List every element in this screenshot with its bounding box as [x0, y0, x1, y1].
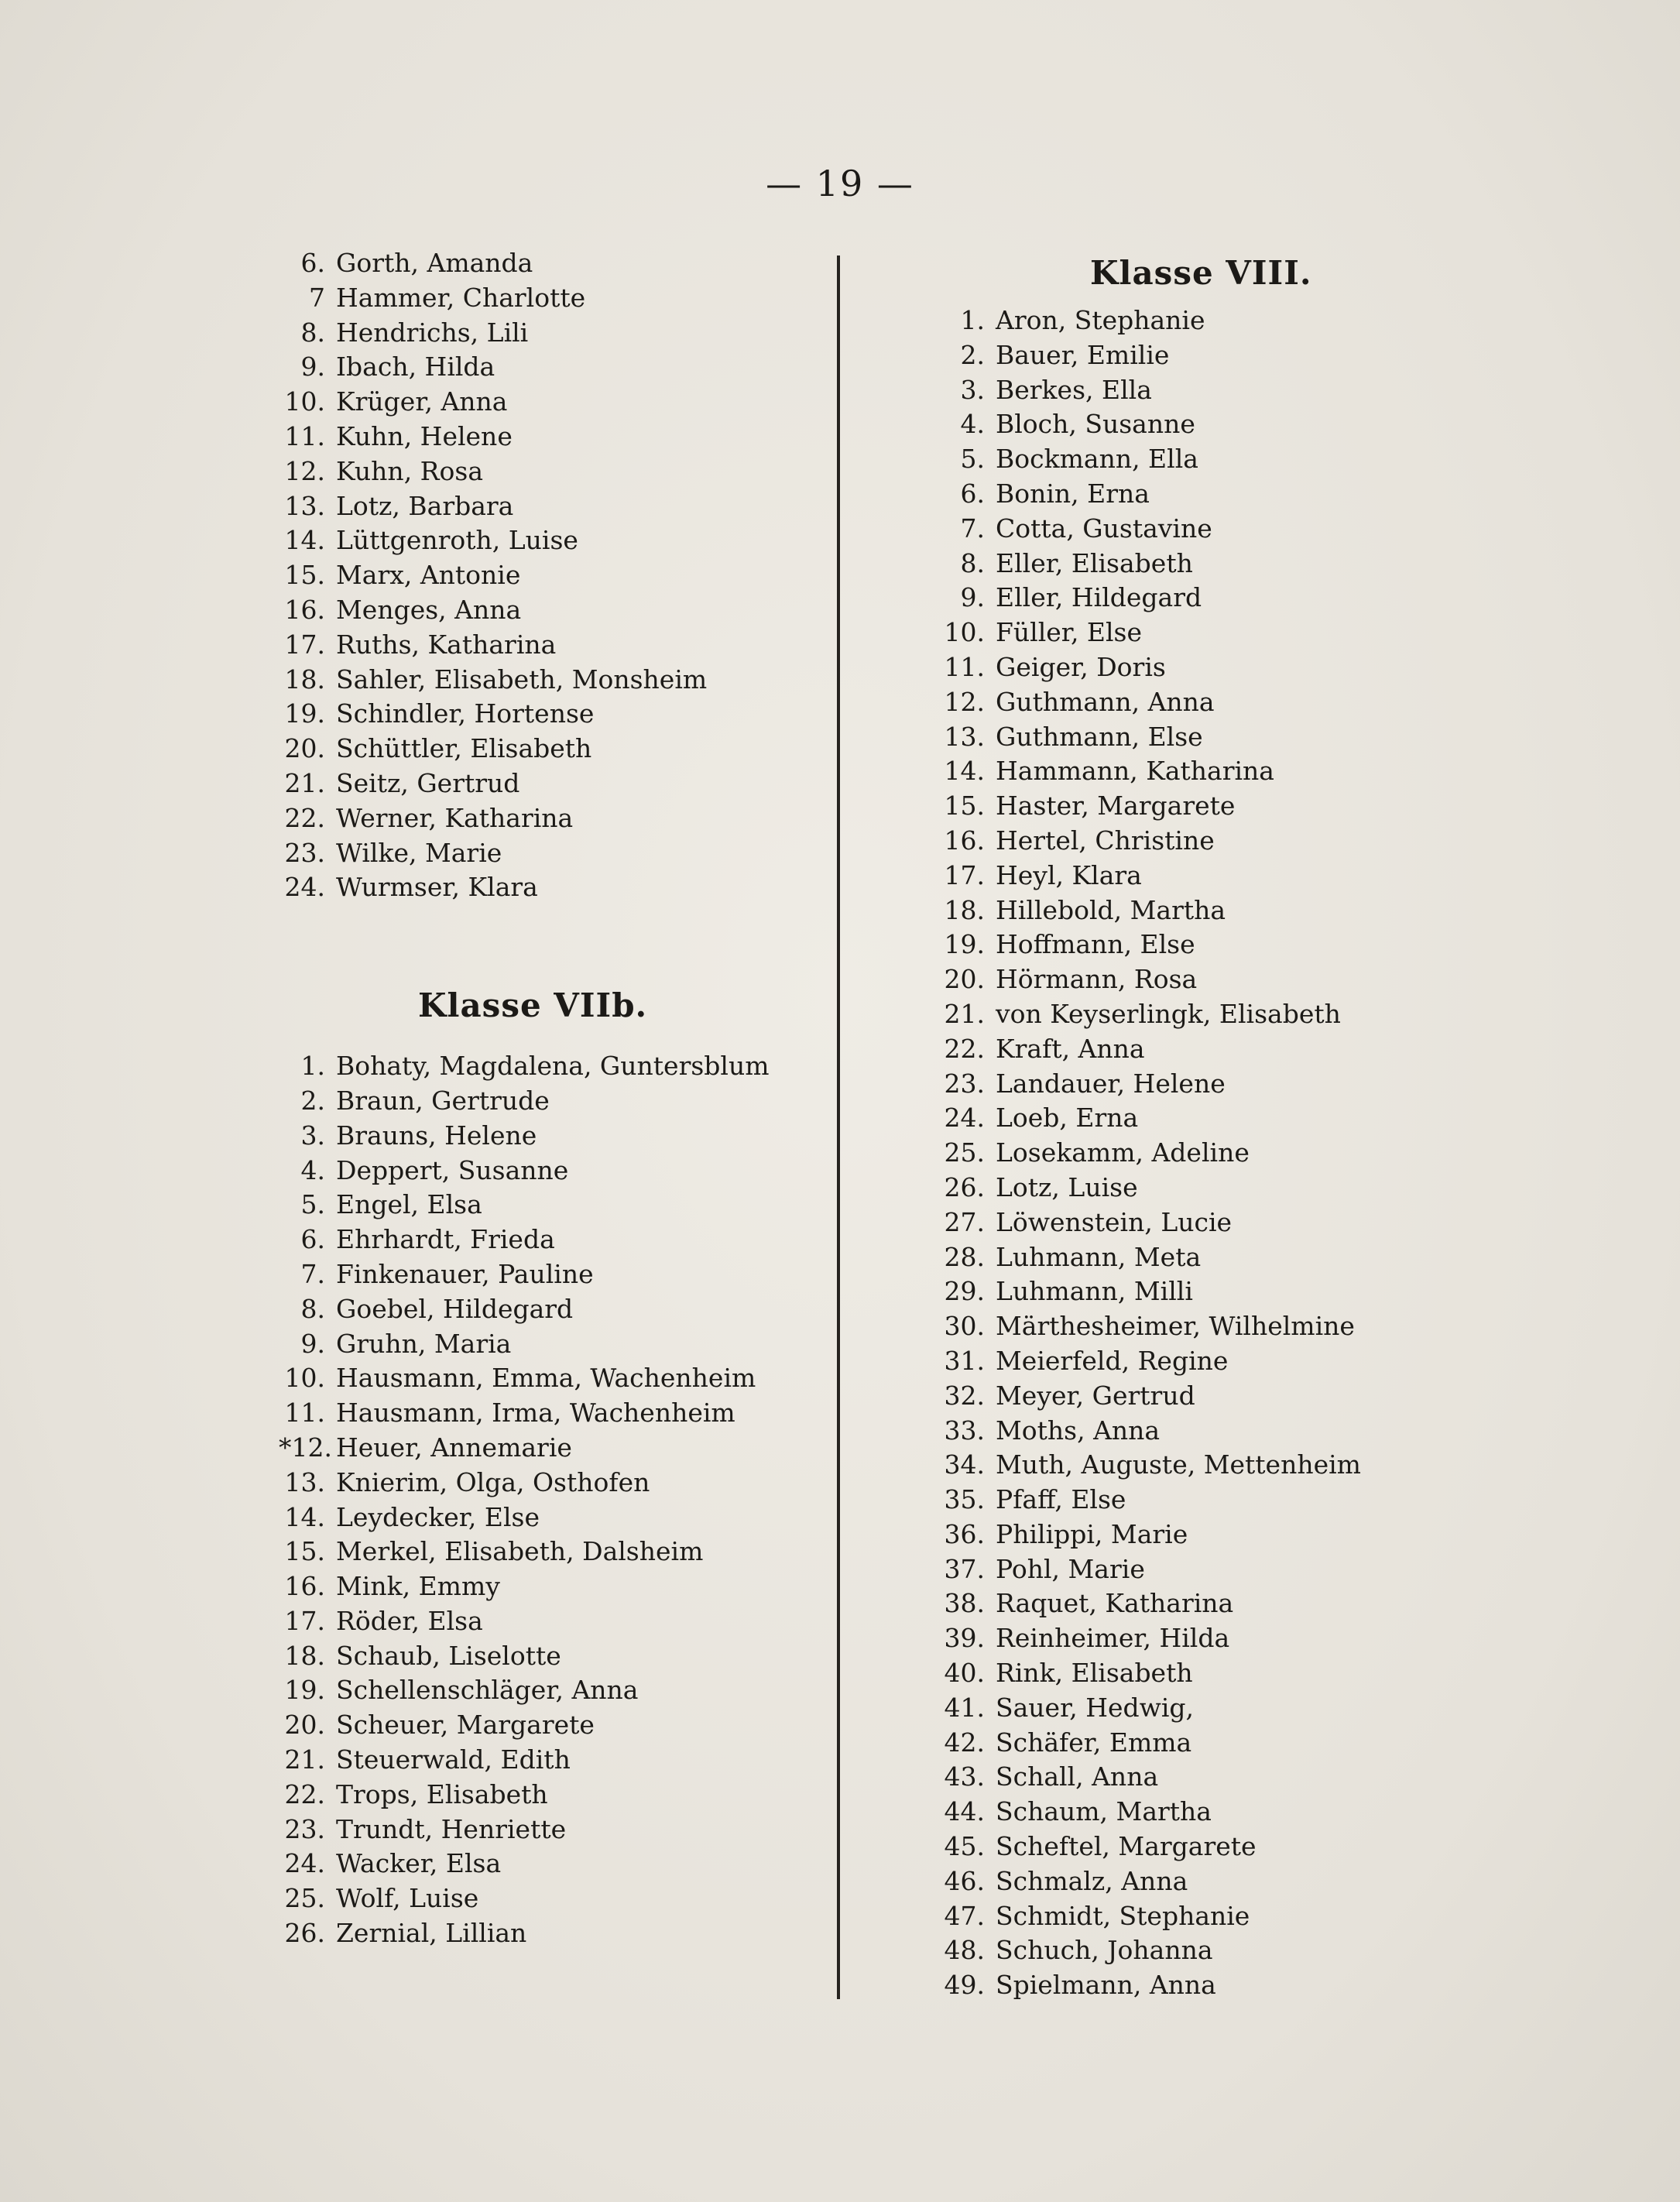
list-item — [937, 1206, 1494, 1240]
entry-name: Hoffmann, Else — [996, 929, 1195, 960]
entry-name: Bockmann, Ella — [996, 444, 1198, 475]
entry-number: 49. — [944, 1970, 985, 2001]
entry-name: Luhmann, Meta — [996, 1241, 1202, 1272]
list-item — [279, 1361, 821, 1396]
entry-number: 19. — [284, 1675, 325, 1706]
entry-number: 23. — [944, 1068, 985, 1099]
entry-number: 8. — [300, 1293, 325, 1324]
entry-name: Reinheimer, Hilda — [996, 1623, 1230, 1654]
entry-number: 36. — [944, 1518, 985, 1549]
entry-number: 23. — [284, 837, 325, 868]
list-item — [937, 754, 1494, 789]
entry-name: Zernial, Lillian — [336, 1918, 527, 1949]
section-heading-klasse-viii: Klasse VIII. — [1090, 254, 1312, 292]
list-item — [279, 1257, 821, 1292]
list-item — [279, 663, 821, 698]
entry-name: Schellenschläger, Anna — [336, 1675, 639, 1706]
list-item — [279, 1604, 821, 1639]
entry-number: 17. — [944, 859, 985, 890]
list-item — [937, 1621, 1494, 1656]
entry-number: 42. — [944, 1727, 985, 1758]
list-item — [279, 732, 821, 767]
entry-number: 2. — [960, 339, 985, 370]
entry-number: 13. — [284, 490, 325, 521]
entry-number: 41. — [944, 1692, 985, 1723]
entry-name: Füller, Else — [996, 617, 1143, 648]
list-item — [279, 1223, 821, 1257]
list-item — [937, 1830, 1494, 1864]
entry-name: Wilke, Marie — [336, 837, 502, 868]
entry-number: 21. — [944, 998, 985, 1029]
entry-number: 16. — [284, 1571, 325, 1602]
list-item — [279, 523, 821, 558]
entry-name: Meierfeld, Regine — [996, 1345, 1229, 1376]
entry-number: 46. — [944, 1865, 985, 1896]
list-item — [937, 1795, 1494, 1830]
entry-number: 13. — [944, 721, 985, 752]
list-item — [937, 547, 1494, 581]
list-item — [279, 1847, 821, 1881]
entry-number: 7 — [309, 282, 325, 313]
list-item — [937, 304, 1494, 338]
entry-name: Ruths, Katharina — [336, 629, 557, 660]
entry-name: Wurmser, Klara — [336, 872, 538, 903]
entry-name: Eller, Elisabeth — [996, 547, 1193, 578]
entry-name: Werner, Katharina — [336, 802, 574, 833]
entry-name: Aron, Stephanie — [996, 305, 1205, 335]
entry-number: 6. — [960, 478, 985, 509]
continued-class-list — [279, 246, 821, 905]
entry-number: 40. — [944, 1658, 985, 1689]
entry-name: Bohaty, Magdalena, Guntersblum — [336, 1051, 770, 1082]
entry-number: 38. — [944, 1588, 985, 1619]
list-item — [937, 1552, 1494, 1587]
entry-name: Schaum, Martha — [996, 1796, 1212, 1827]
entry-number: 8. — [960, 547, 985, 578]
entry-number: 18. — [284, 1640, 325, 1671]
list-item — [279, 593, 821, 628]
list-item — [279, 801, 821, 836]
list-item — [279, 1743, 821, 1778]
list-item — [937, 1691, 1494, 1726]
entry-name: Schaub, Liselotte — [336, 1640, 561, 1671]
entry-number: 29. — [944, 1276, 985, 1307]
entry-number: 11. — [944, 651, 985, 682]
entry-number: 16. — [284, 594, 325, 625]
entry-name: Märthesheimer, Wilhelmine — [996, 1311, 1355, 1342]
entry-number: 22. — [284, 802, 325, 833]
list-item — [279, 454, 821, 489]
entry-number: 8. — [300, 317, 325, 348]
entry-number: 45. — [944, 1831, 985, 1862]
entry-name: Braun, Gertrude — [336, 1085, 550, 1116]
entry-number: 1. — [960, 305, 985, 335]
entry-number: 10. — [284, 386, 325, 417]
list-item — [937, 442, 1494, 477]
entry-name: Eller, Hildegard — [996, 582, 1202, 613]
entry-number: 33. — [944, 1415, 985, 1446]
entry-number: 13. — [284, 1466, 325, 1497]
list-item — [279, 420, 821, 454]
list-item — [937, 512, 1494, 547]
entry-name: Löwenstein, Lucie — [996, 1206, 1233, 1237]
entry-number: 10. — [944, 617, 985, 648]
list-item — [937, 1933, 1494, 1968]
entry-name: Scheftel, Margarete — [996, 1831, 1257, 1862]
list-item — [937, 1171, 1494, 1206]
entry-number: 14. — [284, 1501, 325, 1532]
column-divider — [837, 256, 840, 1999]
entry-number: 43. — [944, 1761, 985, 1792]
entry-number: 26. — [944, 1171, 985, 1202]
entry-name: Lüttgenroth, Luise — [336, 525, 578, 556]
entry-number: 20. — [284, 733, 325, 764]
entry-name: Trundt, Henriette — [336, 1813, 567, 1844]
entry-name: Raquet, Katharina — [996, 1588, 1234, 1619]
list-item — [937, 1726, 1494, 1761]
entry-name: Heuer, Annemarie — [336, 1432, 572, 1463]
entry-number: 24. — [944, 1103, 985, 1134]
list-item — [279, 1119, 821, 1154]
entry-number: 37. — [944, 1553, 985, 1584]
list-item — [279, 350, 821, 385]
entry-number: 15. — [944, 791, 985, 821]
list-item — [279, 1708, 821, 1743]
list-item — [279, 767, 821, 801]
list-item — [937, 893, 1494, 928]
list-item — [937, 1379, 1494, 1414]
list-item — [279, 1673, 821, 1708]
entry-name: Merkel, Elisabeth, Dalsheim — [336, 1536, 704, 1567]
entry-name: Heyl, Klara — [996, 859, 1142, 890]
list-item — [937, 789, 1494, 824]
entry-name: Lotz, Barbara — [336, 490, 514, 521]
entry-number: 34. — [944, 1449, 985, 1480]
list-item — [279, 1778, 821, 1813]
entry-name: Pfaff, Else — [996, 1484, 1126, 1515]
list-item — [937, 407, 1494, 442]
entry-name: von Keyserlingk, Elisabeth — [996, 998, 1341, 1029]
entry-number: 2. — [300, 1085, 325, 1116]
entry-name: Kuhn, Helene — [336, 420, 513, 451]
entry-name: Haster, Margarete — [996, 791, 1236, 821]
entry-number: 47. — [944, 1900, 985, 1931]
entry-name: Schmidt, Stephanie — [996, 1900, 1250, 1931]
list-item — [937, 1344, 1494, 1379]
entry-number: 19. — [944, 929, 985, 960]
entry-name: Luhmann, Milli — [996, 1276, 1193, 1307]
entry-name: Schuch, Johanna — [996, 1935, 1213, 1966]
entry-name: Cotta, Gustavine — [996, 513, 1212, 544]
entry-name: Knierim, Olga, Osthofen — [336, 1466, 650, 1497]
list-item — [937, 1899, 1494, 1934]
entry-number: 18. — [284, 664, 325, 695]
entry-name: Sahler, Elisabeth, Monsheim — [336, 664, 708, 695]
entry-number: 26. — [284, 1918, 325, 1949]
list-item — [937, 373, 1494, 408]
list-item — [279, 1639, 821, 1674]
entry-name: Leydecker, Else — [336, 1501, 540, 1532]
entry-name: Hertel, Christine — [996, 825, 1215, 856]
list-item — [279, 316, 821, 351]
entry-name: Spielmann, Anna — [996, 1970, 1216, 2001]
entry-number: 15. — [284, 1536, 325, 1567]
entry-number: 25. — [284, 1883, 325, 1914]
entry-number: 3. — [300, 1120, 325, 1151]
list-item — [937, 1864, 1494, 1899]
entry-name: Gorth, Amanda — [336, 248, 533, 278]
entry-number: 39. — [944, 1623, 985, 1654]
list-item — [279, 1049, 821, 1084]
entry-number: 9. — [960, 582, 985, 613]
entry-number: 20. — [944, 964, 985, 995]
entry-number: 9. — [300, 352, 325, 382]
entry-name: Engel, Elsa — [336, 1189, 482, 1220]
entry-name: Kraft, Anna — [996, 1033, 1145, 1064]
list-item — [279, 1535, 821, 1569]
entry-name: Ibach, Hilda — [336, 352, 495, 382]
entry-number: 6. — [300, 248, 325, 278]
list-item — [937, 1067, 1494, 1102]
entry-number: 14. — [284, 525, 325, 556]
entry-number: 1. — [300, 1051, 325, 1082]
entry-name: Menges, Anna — [336, 594, 522, 625]
entry-name: Hausmann, Irma, Wachenheim — [336, 1398, 735, 1429]
entry-name: Losekamm, Adeline — [996, 1137, 1250, 1168]
entry-number: 48. — [944, 1935, 985, 1966]
entry-number: 23. — [284, 1813, 325, 1844]
entry-name: Berkes, Ella — [996, 374, 1152, 405]
list-item — [937, 1309, 1494, 1344]
entry-name: Goebel, Hildegard — [336, 1293, 574, 1324]
list-item — [279, 1154, 821, 1188]
entry-name: Hammann, Katharina — [996, 756, 1274, 787]
entry-number: 15. — [284, 560, 325, 591]
section-spacer — [279, 905, 821, 979]
entry-number: 3. — [960, 374, 985, 405]
entry-number: 30. — [944, 1311, 985, 1342]
entry-name: Hammer, Charlotte — [336, 282, 586, 313]
list-item — [279, 1466, 821, 1501]
list-item — [279, 1501, 821, 1535]
entry-name: Schmalz, Anna — [996, 1865, 1188, 1896]
entry-number: 16. — [944, 825, 985, 856]
page-number: — 19 — — [766, 163, 914, 204]
list-item — [279, 1396, 821, 1431]
list-item — [279, 1327, 821, 1362]
entry-name: Finkenauer, Pauline — [336, 1258, 594, 1289]
entry-number: 44. — [944, 1796, 985, 1827]
entry-number: 11. — [284, 1398, 325, 1429]
list-item — [279, 1431, 821, 1466]
entry-number: 32. — [944, 1380, 985, 1411]
entry-number: 10. — [284, 1363, 325, 1394]
list-item — [279, 1569, 821, 1604]
entry-number: *12. — [279, 1432, 332, 1463]
list-item — [279, 1881, 821, 1916]
entry-number: 28. — [944, 1241, 985, 1272]
list-item — [937, 859, 1494, 893]
entry-number: 25. — [944, 1137, 985, 1168]
list-item — [279, 281, 821, 316]
entry-name: Bloch, Susanne — [996, 409, 1195, 440]
entry-name: Marx, Antonie — [336, 560, 521, 591]
entry-name: Steuerwald, Edith — [336, 1744, 571, 1775]
list-item — [937, 650, 1494, 685]
entry-number: 27. — [944, 1206, 985, 1237]
entry-name: Hendrichs, Lili — [336, 317, 529, 348]
list-item — [937, 928, 1494, 962]
left-column — [279, 246, 821, 1951]
entry-name: Brauns, Helene — [336, 1120, 537, 1151]
list-item — [937, 1448, 1494, 1483]
list-item — [937, 720, 1494, 755]
list-item — [937, 997, 1494, 1032]
entry-name: Schäfer, Emma — [996, 1727, 1192, 1758]
entry-name: Guthmann, Anna — [996, 686, 1215, 717]
entry-number: 22. — [284, 1778, 325, 1809]
entry-number: 5. — [960, 444, 985, 475]
section-spacer — [279, 1032, 821, 1049]
list-item — [937, 824, 1494, 859]
entry-name: Lotz, Luise — [996, 1171, 1138, 1202]
entry-name: Gruhn, Maria — [336, 1328, 512, 1359]
entry-number: 12. — [944, 686, 985, 717]
entry-name: Bonin, Erna — [996, 478, 1150, 509]
list-item — [937, 962, 1494, 997]
entry-name: Wacker, Elsa — [336, 1848, 502, 1879]
entry-name: Geiger, Doris — [996, 651, 1166, 682]
list-item — [279, 1188, 821, 1223]
entry-number: 6. — [300, 1224, 325, 1255]
entry-name: Muth, Auguste, Mettenheim — [996, 1449, 1361, 1480]
entry-name: Moths, Anna — [996, 1415, 1161, 1446]
entry-name: Schindler, Hortense — [336, 698, 595, 729]
list-item — [937, 685, 1494, 720]
list-item — [279, 1084, 821, 1119]
list-item — [937, 1586, 1494, 1621]
entry-number: 21. — [284, 1744, 325, 1775]
entry-number: 4. — [960, 409, 985, 440]
entry-name: Loeb, Erna — [996, 1103, 1139, 1134]
list-item — [279, 628, 821, 663]
entry-name: Rink, Elisabeth — [996, 1658, 1193, 1689]
entry-number: 17. — [284, 629, 325, 660]
entry-number: 14. — [944, 756, 985, 787]
right-column — [937, 246, 1494, 2003]
entry-number: 24. — [284, 1848, 325, 1879]
klasse-viib-list — [279, 1049, 821, 1951]
entry-name: Guthmann, Else — [996, 721, 1203, 752]
list-item — [937, 1274, 1494, 1309]
entry-name: Wolf, Luise — [336, 1883, 479, 1914]
entry-name: Mink, Emmy — [336, 1571, 500, 1602]
list-item — [279, 385, 821, 420]
entry-name: Ehrhardt, Frieda — [336, 1224, 555, 1255]
entry-name: Landauer, Helene — [996, 1068, 1226, 1099]
entry-name: Seitz, Gertrud — [336, 767, 520, 798]
list-item — [937, 1656, 1494, 1691]
entry-name: Kuhn, Rosa — [336, 455, 483, 486]
entry-number: 35. — [944, 1484, 985, 1515]
entry-number: 24. — [284, 872, 325, 903]
entry-name: Philippi, Marie — [996, 1518, 1188, 1549]
entry-name: Hillebold, Martha — [996, 894, 1226, 925]
entry-number: 7. — [300, 1258, 325, 1289]
list-item — [279, 697, 821, 732]
entry-number: 19. — [284, 698, 325, 729]
list-item — [937, 1136, 1494, 1171]
list-item — [279, 558, 821, 593]
entry-number: 7. — [960, 513, 985, 544]
entry-name: Pohl, Marie — [996, 1553, 1145, 1584]
entry-name: Deppert, Susanne — [336, 1154, 569, 1185]
list-item — [937, 1101, 1494, 1136]
entry-name: Hörmann, Rosa — [996, 964, 1198, 995]
entry-number: 5. — [300, 1189, 325, 1220]
entry-name: Scheuer, Margarete — [336, 1710, 595, 1741]
list-item — [937, 1760, 1494, 1795]
list-item — [937, 338, 1494, 373]
entry-number: 18. — [944, 894, 985, 925]
entry-number: 12. — [284, 455, 325, 486]
list-item — [279, 246, 821, 281]
list-item — [279, 489, 821, 524]
list-item — [937, 1483, 1494, 1518]
entry-name: Sauer, Hedwig, — [996, 1692, 1195, 1723]
list-item — [279, 870, 821, 905]
list-item — [937, 1414, 1494, 1449]
entry-name: Schüttler, Elisabeth — [336, 733, 592, 764]
entry-name: Krüger, Anna — [336, 386, 508, 417]
list-item — [937, 1032, 1494, 1067]
list-item — [279, 836, 821, 871]
entry-number: 20. — [284, 1710, 325, 1741]
entry-name: Bauer, Emilie — [996, 339, 1170, 370]
entry-number: 17. — [284, 1605, 325, 1636]
entry-name: Hausmann, Emma, Wachenheim — [336, 1363, 756, 1394]
entry-number: 4. — [300, 1154, 325, 1185]
klasse-viii-list — [937, 304, 1494, 2003]
list-item — [937, 477, 1494, 512]
entry-name: Schall, Anna — [996, 1761, 1159, 1792]
section-heading-klasse-viib: Klasse VIIb. — [418, 986, 648, 1025]
list-item — [937, 1968, 1494, 2003]
list-item — [937, 616, 1494, 650]
list-item — [279, 1916, 821, 1951]
entry-name: Röder, Elsa — [336, 1605, 483, 1636]
list-item — [279, 1292, 821, 1327]
entry-name: Trops, Elisabeth — [336, 1778, 548, 1809]
entry-number: 31. — [944, 1345, 985, 1376]
entry-number: 9. — [300, 1328, 325, 1359]
list-item — [937, 1518, 1494, 1552]
entry-name: Meyer, Gertrud — [996, 1380, 1195, 1411]
entry-number: 11. — [284, 420, 325, 451]
list-item — [937, 1240, 1494, 1275]
list-item — [279, 1813, 821, 1847]
entry-number: 22. — [944, 1033, 985, 1064]
entry-number: 21. — [284, 767, 325, 798]
list-item — [937, 581, 1494, 616]
